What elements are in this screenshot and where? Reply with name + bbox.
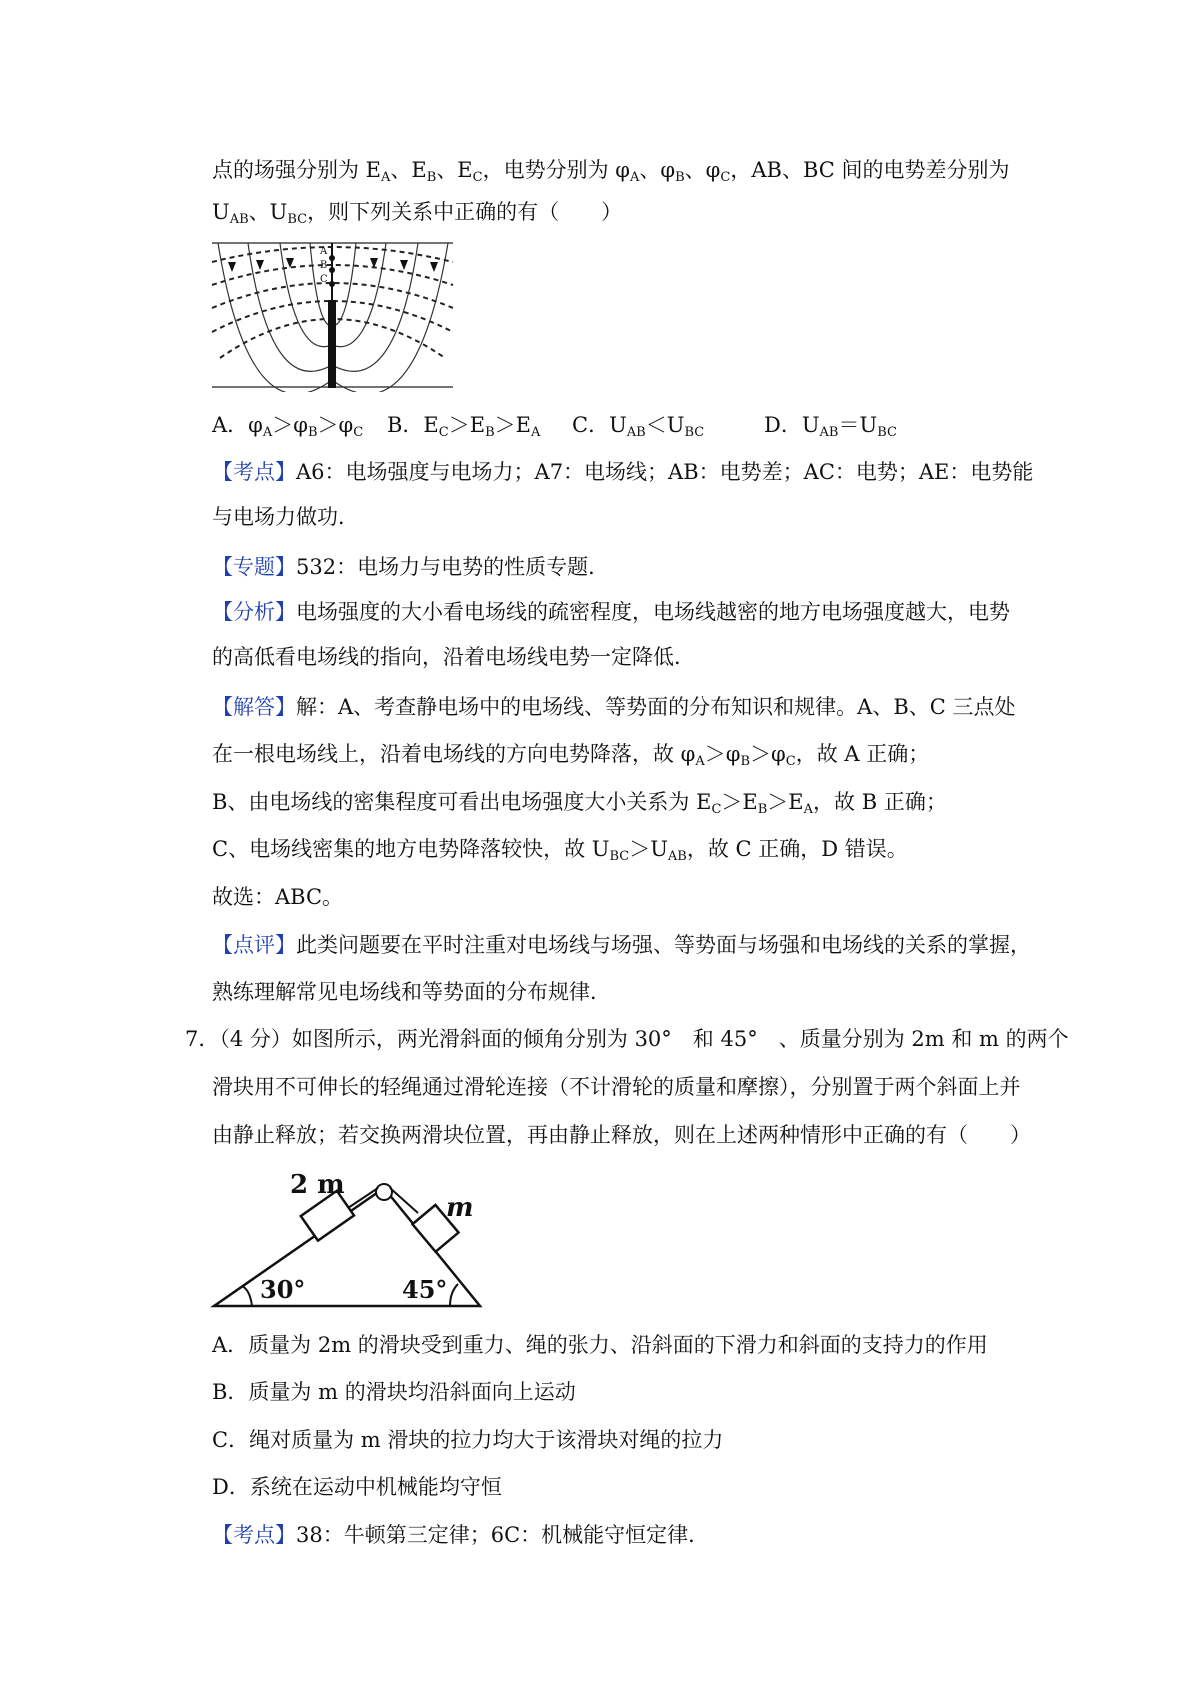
zhuanti-text: 532：电场力与电势的性质专题． [296, 555, 610, 579]
q6-dianping-line2: 熟练理解常见电场线和等势面的分布规律． [212, 980, 611, 1004]
q6-kaodian-line2: 与电场力做功． [212, 505, 359, 529]
q6-dianping-line1 [212, 930, 1031, 960]
q7-option-b: B．质量为 m 的滑块均沿斜面向上运动 [212, 1380, 576, 1404]
zhuanti-tag: 【专题】 [212, 555, 296, 579]
q6-jieda-line1 [212, 692, 1016, 722]
fenxi-text: 电场强度的大小看电场线的疏密程度，电场线越密的地方电场强度越大，电势 [296, 600, 1010, 624]
dianping-text: 此类问题要在平时注重对电场线与场强、等势面与场强和电场线的关系的掌握， [296, 933, 1031, 957]
q6-zhuanti [212, 552, 609, 582]
fenxi-tag: 【分析】 [212, 600, 296, 624]
q6-options [212, 410, 992, 440]
q7-kaodian-text: 38：牛顿第三定律；6C：机械能守恒定律． [296, 1523, 710, 1547]
q6-jieda-line4: C、电场线密集的地方电势降落较快，故 $U_{BC}>U_{AB}$，故 C 正确，D 错误。 [212, 837, 908, 864]
jieda-tag: 【解答】 [212, 695, 296, 719]
point-a-label: A [320, 246, 328, 257]
mass-m-label: m [446, 1193, 474, 1223]
q7-option-d: D．系统在运动中机械能均守恒 [212, 1475, 502, 1499]
kaodian-text: A6：电场强度与电场力；A7：电场线；AB：电势差；AC：电势；AE：电势能 [296, 460, 1034, 484]
q6-option-c: C．$U_{AB}<U_{BC}$ [572, 413, 705, 440]
q7-kaodian [212, 1520, 709, 1550]
q6-option-b: B．$E_C>E_B>E_A$ [387, 413, 541, 440]
angle-45-label: 45° [402, 1275, 448, 1304]
q7-option-c: C．绳对质量为 m 滑块的拉力均大于该滑块对绳的拉力 [212, 1428, 724, 1452]
q7-stem-line2: 滑块用不可伸长的轻绳通过滑轮连接（不计滑轮的质量和摩擦），分别置于两个斜面上并 [212, 1075, 1021, 1099]
q7-stem-line3: 由静止释放；若交换两滑块位置，再由静止释放，则在上述两种情形中正确的有（ ） [212, 1123, 1031, 1147]
q6-option-d: D．$U_{AB}=U_{BC}$ [764, 413, 897, 440]
jieda-text: 解：A、考查静电场中的电场线、等势面的分布知识和规律。A、B、C 三点处 [296, 695, 1016, 719]
mass-2m-label: 2 m [290, 1170, 345, 1200]
q7-kaodian-tag: 【考点】 [212, 1523, 296, 1547]
incline-figure [210, 1168, 490, 1314]
q6-option-a: A．$\varphi_A>\varphi_B>\varphi_C$ [212, 413, 364, 440]
q6-stem-line2: $U_{AB}$、$U_{BC}$，则下列关系中正确的有（ ） [212, 200, 623, 227]
q6-fenxi-line2: 的高低看电场线的指向，沿着电场线电势一定降低． [212, 645, 695, 669]
q6-stem-line1: 点的场强分别为 $E_A$、$E_B$、$E_C$，电势分别为 $\varphi_A$、$\varphi_B$、$\varphi_C$，AB、BC 间的电势差分别为 [212, 158, 1010, 185]
q6-jieda-line3: B、由电场线的密集程度可看出电场强度大小关系为 $E_C>E_B>E_A$，故 B 正确； [212, 790, 947, 817]
angle-30-label: 30° [260, 1275, 306, 1304]
q7-option-a: A．质量为 2m 的滑块受到重力、绳的张力、沿斜面的下滑力和斜面的支持力的作用 [212, 1333, 988, 1357]
q6-jieda-line5: 故选：ABC。 [212, 885, 344, 909]
point-b-label: B [320, 260, 328, 271]
q7-stem-line1: 7．（4 分）如图所示，两光滑斜面的倾角分别为 30° 和 45° 、质量分别为 2m 和 m 的两个 [185, 1027, 1069, 1051]
q6-kaodian-line1 [212, 457, 1033, 487]
point-c-label: C [320, 274, 328, 285]
q6-fenxi-line1 [212, 597, 1010, 627]
kaodian-tag: 【考点】 [212, 460, 296, 484]
dianping-tag: 【点评】 [212, 933, 296, 957]
field-lines-figure [210, 240, 455, 392]
q6-jieda-line2: 在一根电场线上，沿着电场线的方向电势降落，故 $\varphi_A>\varphi_B>\varphi_C$，故 A 正确； [212, 742, 930, 769]
